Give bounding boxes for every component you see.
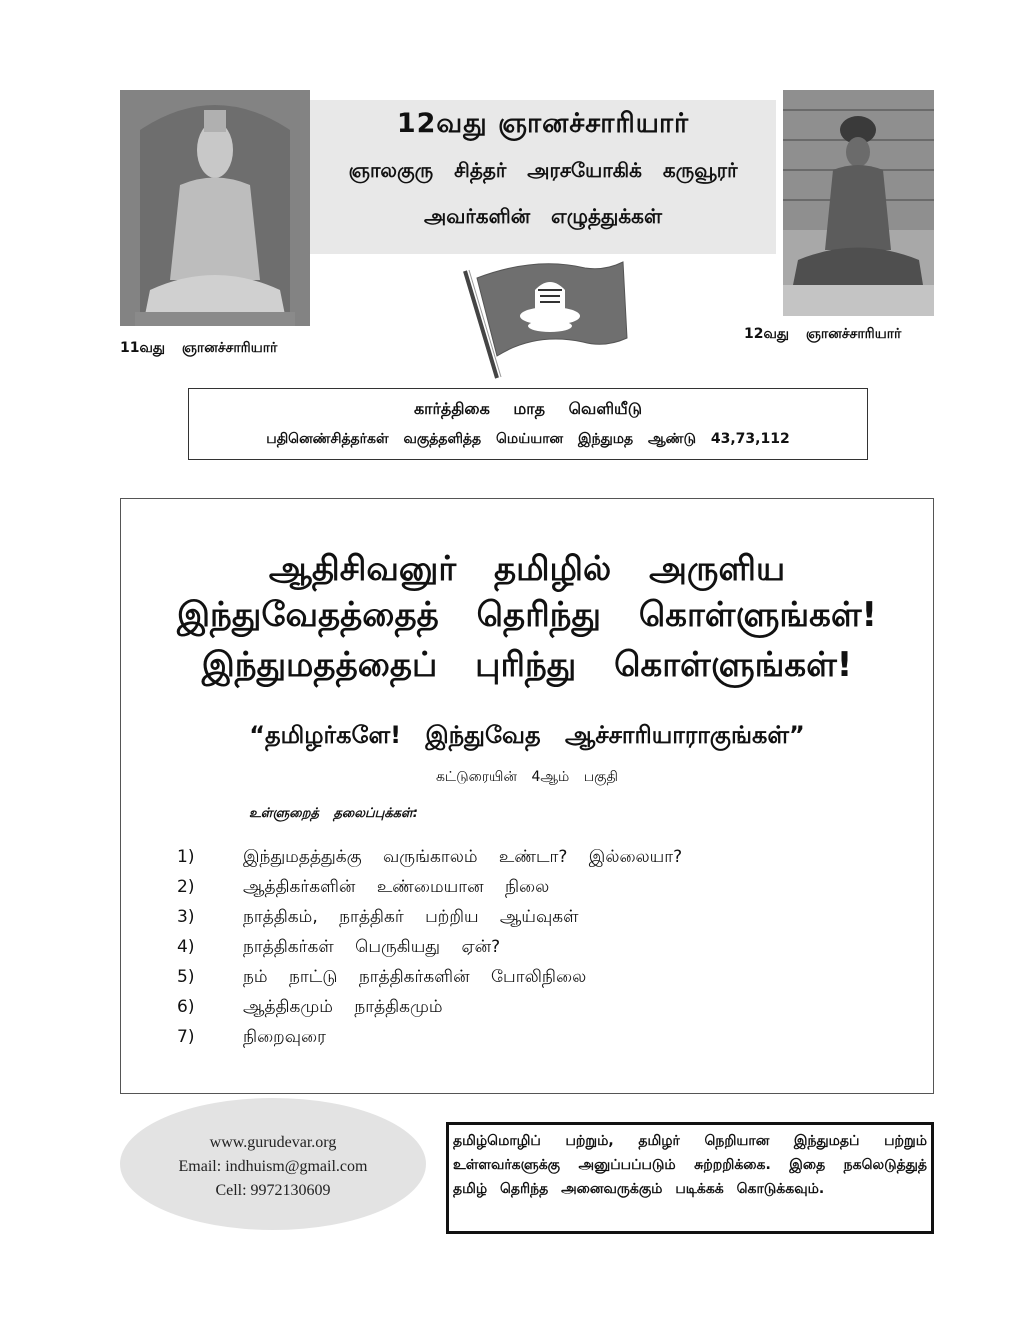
article-subheading: “தமிழர்களே! இந்துவேத ஆச்சாரியாராகுங்கள்” <box>249 721 805 749</box>
toc-number: 3) <box>177 907 195 927</box>
toc-item <box>177 932 682 962</box>
toc-text: ஆத்திகர்களின் உண்மையான நிலை <box>243 877 550 897</box>
toc-number: 1) <box>177 847 195 867</box>
phone-number: Cell: 9972130609 <box>215 1182 331 1199</box>
headline-1: ஆதிசிவனுர் தமிழில் அருளிய <box>268 549 786 589</box>
toc-title: உள்ளுறைத் தலைப்புக்கள்: <box>249 806 418 821</box>
toc-text: நிறைவுரை <box>243 1027 326 1047</box>
contact-oval <box>120 1098 426 1230</box>
toc-number: 6) <box>177 997 195 1017</box>
toc-number: 5) <box>177 967 195 987</box>
shiva-lingam-flag-icon <box>455 256 630 381</box>
article-box <box>120 498 934 1094</box>
toc-text: இந்துமதத்துக்கு வருங்காலம் உண்டா? இல்லையா? <box>243 847 683 867</box>
caption-left: 11வது ஞானச்சாரியார் <box>120 340 278 356</box>
toc-text: நம் நாட்டு நாத்திகர்களின் போலிநிலை <box>243 967 587 987</box>
toc-number: 7) <box>177 1027 195 1047</box>
headline-3: இந்துமதத்தைப் புரிந்து கொள்ளுங்கள்! <box>201 645 853 685</box>
toc-text: நாத்திகம், நாத்திகர் பற்றிய ஆய்வுகள் <box>243 907 579 927</box>
toc-number: 4) <box>177 937 195 957</box>
release-month: கார்த்திகை மாத வெளியீடு <box>413 399 643 418</box>
toc-text: நாத்திகர்கள் பெருகியது ஏன்? <box>243 937 501 957</box>
photo-11th-acharya <box>120 90 310 326</box>
toc-text: ஆத்திகமும் நாத்திகமும் <box>243 997 443 1017</box>
header-title: 12வது ஞானச்சாரியார் <box>396 108 690 139</box>
header-banner <box>310 100 776 254</box>
headline-2: இந்துவேதத்தைத் தெரிந்து கொள்ளுங்கள்! <box>176 595 878 635</box>
photo-12th-acharya <box>783 90 934 316</box>
toc-item <box>177 842 682 872</box>
header-subtitle-2: அவர்களின் எழுத்துக்கள் <box>423 204 663 228</box>
header-subtitle: ஞாலகுரு சித்தர் அரசயோகிக் கருவூரர் <box>348 158 738 182</box>
toc-item <box>177 1022 682 1052</box>
toc-list <box>177 842 682 1052</box>
circular-notice: தமிழ்மொழிப் பற்றும், தமிழர் நெறியான இந்துமதப் பற்றும் உள்ளவர்களுக்கு அனுப்பப்படும் சுற்றறிக்கை. இதை நகலெடுத்துத் தமிழ் தெரிந்த அனைவருக்கும் படிக்கக் கொடுக்கவும். <box>446 1122 934 1234</box>
article-part: கட்டுரையின் 4ஆம் பகுதி <box>435 769 619 785</box>
toc-item <box>177 902 682 932</box>
release-info-box <box>188 388 868 460</box>
website-link[interactable]: www.gurudevar.org <box>209 1134 337 1151</box>
toc-number: 2) <box>177 877 195 897</box>
toc-item <box>177 962 682 992</box>
toc-item <box>177 872 682 902</box>
caption-right: 12வது ஞானச்சாரியார் <box>744 326 902 342</box>
hindu-year-line: பதினெண்சித்தர்கள் வகுத்தளித்த மெய்யான இந்துமத ஆண்டு 43,73,112 <box>266 431 790 447</box>
toc-item <box>177 992 682 1022</box>
email-link[interactable]: Email: indhuism@gmail.com <box>178 1158 368 1175</box>
